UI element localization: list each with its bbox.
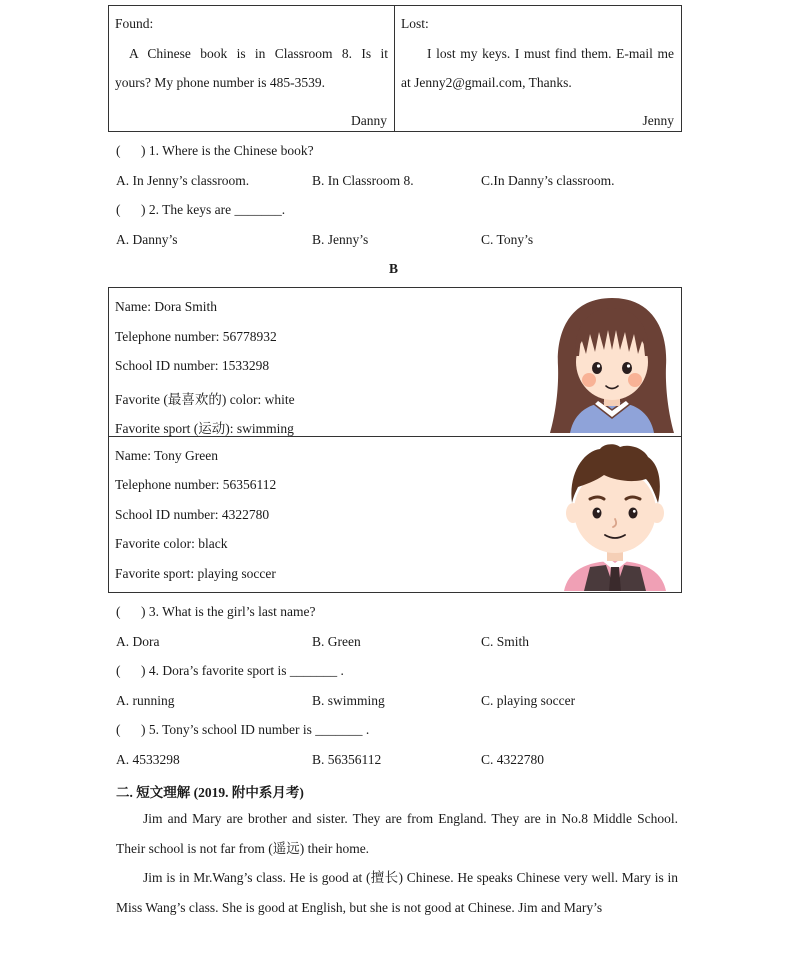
q3-option-c: C. Smith [481,634,530,649]
found-line-2: yours? My phone number is 485-3539. [115,75,325,90]
lost-line-2: at Jenny2@gmail.com, Thanks. [401,75,572,90]
dora-phone: Telephone number: 56778932 [115,329,277,344]
notice-divider [394,5,395,131]
q1-option-c: C.In Danny’s classroom. [481,173,615,188]
q2-question: ) 2. The keys are _______. [141,202,286,217]
girl-cheek-left [582,373,596,387]
q3-bracket: ( [116,604,121,619]
tony-favorite-color: Favorite color: black [115,536,228,551]
dora-favorite-sport: Favorite sport (运动): swimming [115,421,294,436]
dora-school-id: School ID number: 1533298 [115,358,270,373]
q5-option-b: B. 56356112 [312,752,382,767]
q3-option-b: B. Green [312,634,361,649]
found-signer: Danny [351,113,387,128]
tony-school-id: School ID number: 4322780 [115,507,270,522]
q4-bracket: ( [116,663,121,678]
passage-paragraph-1: Jim and Mary are brother and sister. They are from England. They are in No.8 Middle School. Their school is not far from (遥远) their home. [116,811,678,856]
q2-option-a: A. Danny’s [116,232,178,247]
q5-option-a: A. 4533298 [116,752,180,767]
girl-eye-right [622,362,632,374]
q1-option-b: B. In Classroom 8. [312,173,414,188]
q2-bracket: ( [116,202,121,217]
q3-question: ) 3. What is the girl’s last name? [141,604,316,619]
q4-question: ) 4. Dora’s favorite sport is _______ . [141,663,344,678]
girl-avatar [548,294,676,434]
dora-name: Name: Dora Smith [115,299,217,314]
found-line-1: A Chinese book is in Classroom 8. Is it [129,46,388,61]
q5-option-c: C. 4322780 [481,752,545,767]
q1-question: ) 1. Where is the Chinese book? [141,143,314,158]
boy-tie [609,567,621,591]
passage-paragraph-2: Jim is in Mr.Wang’s class. He is good at (擅长) Chinese. He speaks Chinese very well. Mary is in Miss Wang’s class. She is good at English, but she is not good at Chinese. Jim and Mary’s [116,870,678,915]
boy-avatar [560,441,670,591]
q5-bracket: ( [116,722,121,737]
boy-eye-left [593,508,602,519]
boy-eye-right [629,508,638,519]
girl-cheek-right [628,373,642,387]
dora-favorite-color: Favorite (最喜欢的) color: white [115,392,295,407]
q1-bracket: ( [116,143,121,158]
q2-option-b: B. Jenny’s [312,232,369,247]
tony-favorite-sport: Favorite sport: playing soccer [115,566,276,581]
found-heading: Found: [115,16,154,31]
section-b-title: B [389,261,399,276]
q4-option-c: C. playing soccer [481,693,576,708]
tony-phone: Telephone number: 56356112 [115,477,277,492]
section-two-title: 二. 短文理解 (2019. 附中系月考) [116,785,304,800]
q2-option-c: C. Tony’s [481,232,534,247]
q4-option-b: B. swimming [312,693,385,708]
q1-option-a: A. In Jenny’s classroom. [116,173,250,188]
lost-heading: Lost: [401,16,429,31]
lost-signer: Jenny [642,113,674,128]
q3-option-a: A. Dora [116,634,160,649]
tony-name: Name: Tony Green [115,448,219,463]
q5-question: ) 5. Tony’s school ID number is _______ . [141,722,370,737]
q4-option-a: A. running [116,693,175,708]
lost-line-1: I lost my keys. I must find them. E-mail me [427,46,674,61]
girl-eye-left [592,362,602,374]
